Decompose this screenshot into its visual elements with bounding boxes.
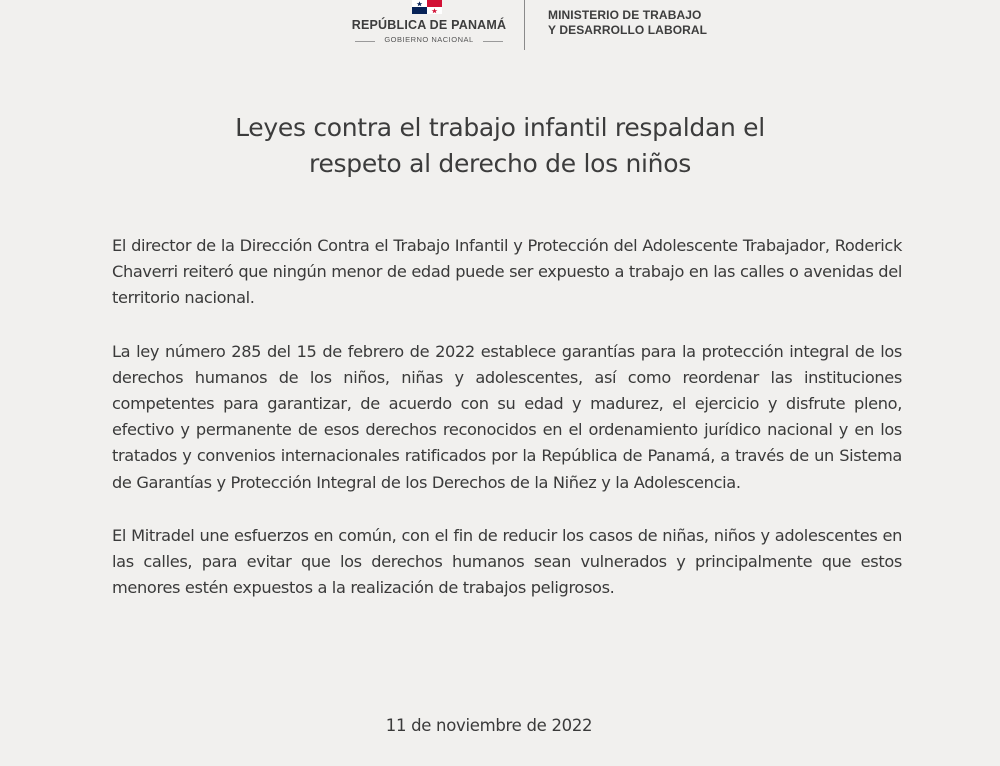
paragraph-3: El Mitradel une esfuerzos en común, con el fin de reducir los casos de niñas, niños y adolescentes en las calles, para evitar que los derechos humanos sean vulnerados y principalmente que estos menores estén expuestos a la realización de trabajos peligrosos. [112, 525, 902, 598]
article-title [150, 110, 850, 182]
title-line-2: respeto al derecho de los niños [309, 149, 691, 178]
government-label: GOBIERNO NACIONAL [375, 35, 483, 44]
paragraph-2: La ley número 285 del 15 de febrero de 2022 establece garantías para la protección integral de los derechos humanos de los niños, niñas y adolescentes, así como reordenar las instituciones competentes para garantizar, de acuerdo con su edad y madurez, el ejercicio y disfrute pleno, efectivo y permanente de esos derechos reconocidos en el ordenamiento jurídico nacional y en los tratados y convenios internacionales ratificados por la República de Panamá, a través de un Sistema de Garantías y Protección Integral de los Derechos de la Niñez y la Adolescencia. [112, 341, 902, 492]
publication-date: 11 de noviembre de 2022 [385, 716, 593, 735]
paragraph-1: El director de la Dirección Contra el Trabajo Infantil y Protección del Adolescente Trabajador, Roderick Chaverri reiteró que ningún menor de edad puede ser expuesto a trabajo en las calles o avenidas del territorio nacional. [112, 236, 902, 308]
ministry-line-1: MINISTERIO DE TRABAJO [548, 8, 702, 22]
article-body [112, 233, 902, 628]
panama-flag-icon [412, 0, 442, 14]
ministry-name [548, 8, 707, 38]
ministry-line-2: Y DESARROLLO LABORAL [548, 23, 708, 37]
header [0, 0, 1000, 55]
title-line-1: Leyes contra el trabajo infantil respaldan el [235, 113, 765, 142]
header-divider [524, 0, 525, 50]
republic-name: REPÚBLICA DE PANAMÁ [351, 18, 507, 32]
